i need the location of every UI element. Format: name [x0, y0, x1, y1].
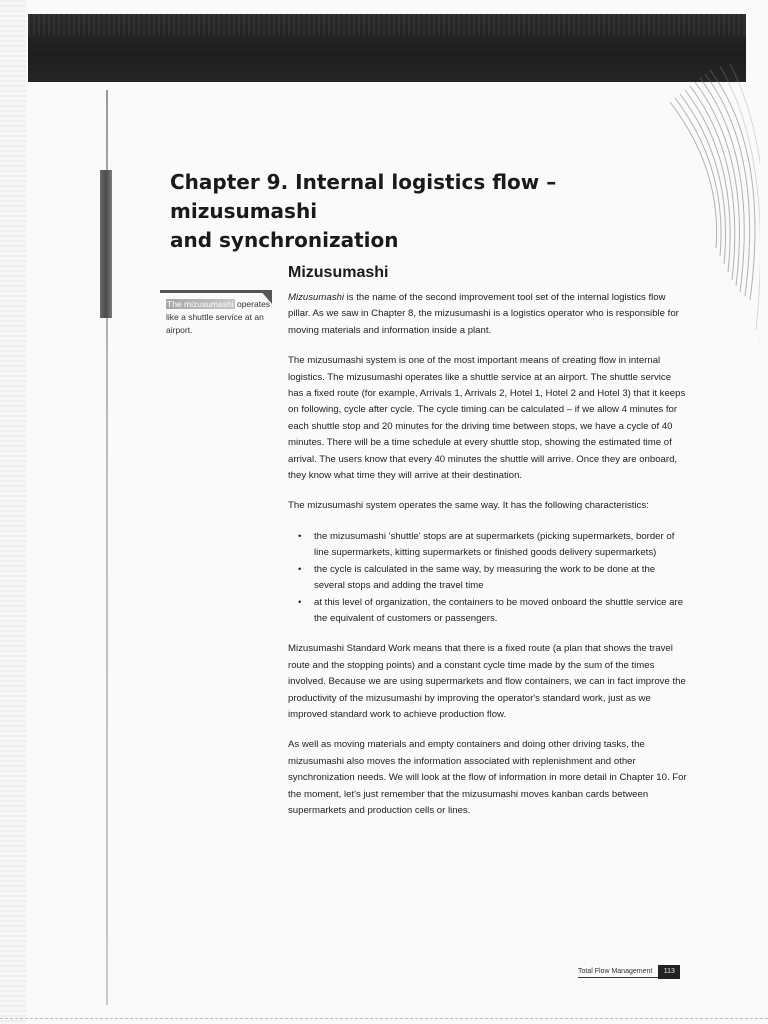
section-heading: Mizusumashi: [288, 264, 389, 281]
chapter-title-line-1: Chapter 9. Internal logistics flow – mizusumashi: [170, 170, 557, 223]
paragraph-shuttle: The mizusumashi system is one of the most important means of creating flow in internal logistics. The mizusumashi operates like a shuttle service at an airport. The shuttle service has a fixed route (for example, Arrivals 1, Arrivals 2, Hotel 1, Hotel 2 and Hotel 3) that it keeps on following, cycle after cycle. The cycle timing can be calculated – if we allow 4 minutes for each shuttle stop and 20 minutes for the driving time between stops, we have a cycle of 40 minutes. There will be a time schedule at every shuttle stop, showing the estimated time of arrival. The users know that every 40 minutes the shuttle will arrive. Once they are onboard, they know what time they will arrive at their destination.: [288, 355, 686, 482]
list-item: • the mizusumashi 'shuttle' stops are at supermarkets (picking supermarkets, border of line supermarkets, kitting supermarkets or finished goods delivery supermarkets): [288, 529, 688, 562]
sidebar-highlight: The mizusumashi: [167, 299, 234, 309]
list-item: • the cycle is calculated in the same way, by measuring the work to be done at the several stops and adding the travel time: [288, 562, 688, 595]
paragraph-information-flow: As well as moving materials and empty containers and doing other driving tasks, the mizusumashi also moves the information associated with replenishment and other synchronization needs. We will look at the flow of information in more detail in Chapter 10. For the moment, let's just remember that the mizusumashi moves kanban cards between supermarkets and production cells or lines.: [288, 739, 687, 816]
sidebar-callout: [160, 290, 272, 337]
paragraph-standard-work: Mizusumashi Standard Work means that there is a fixed route (a plan that shows the travel route and the stopping points) and a constant cycle time made by the sum of the times involved. Because we are using supermarkets and flow containers, we can in fact improve the productivity of the mizusumashi by improving the operator's standard work, just as we improved standard work to achieve production flow.: [288, 643, 686, 720]
chapter-title-line-2: and synchronization: [170, 228, 399, 252]
sidebar-body: operates like a shuttle service at an airport.: [166, 299, 271, 335]
chapter-marker-bar: [100, 170, 112, 318]
paragraph-intro-text: is the name of the second improvement tool set of the internal logistics flow pillar. As we saw in Chapter 8, the mizusumashi is a logistics operator who is responsible for moving materials and information inside a plant.: [288, 292, 679, 336]
characteristics-list: [288, 529, 688, 627]
page-number: 113: [658, 965, 680, 979]
term-mizusumashi: Mizusumashi: [288, 292, 344, 303]
list-item: • at this level of organization, the containers to be moved onboard the shuttle service are the equivalent of customers or passengers.: [288, 595, 688, 628]
bottom-scan-rule: [0, 1018, 768, 1020]
sidebar-tab-marker: [260, 290, 272, 304]
sidebar-text: [160, 293, 272, 337]
body-text: [288, 290, 688, 833]
page-scan-edge: [0, 0, 26, 1024]
page-footer: [578, 965, 680, 979]
chapter-title: [170, 168, 650, 255]
paragraph-intro: [288, 290, 688, 339]
paragraph-characteristics: The mizusumashi system operates the same way. It has the following characteristics:: [288, 500, 649, 512]
footer-book-title: Total Flow Management: [578, 967, 658, 978]
